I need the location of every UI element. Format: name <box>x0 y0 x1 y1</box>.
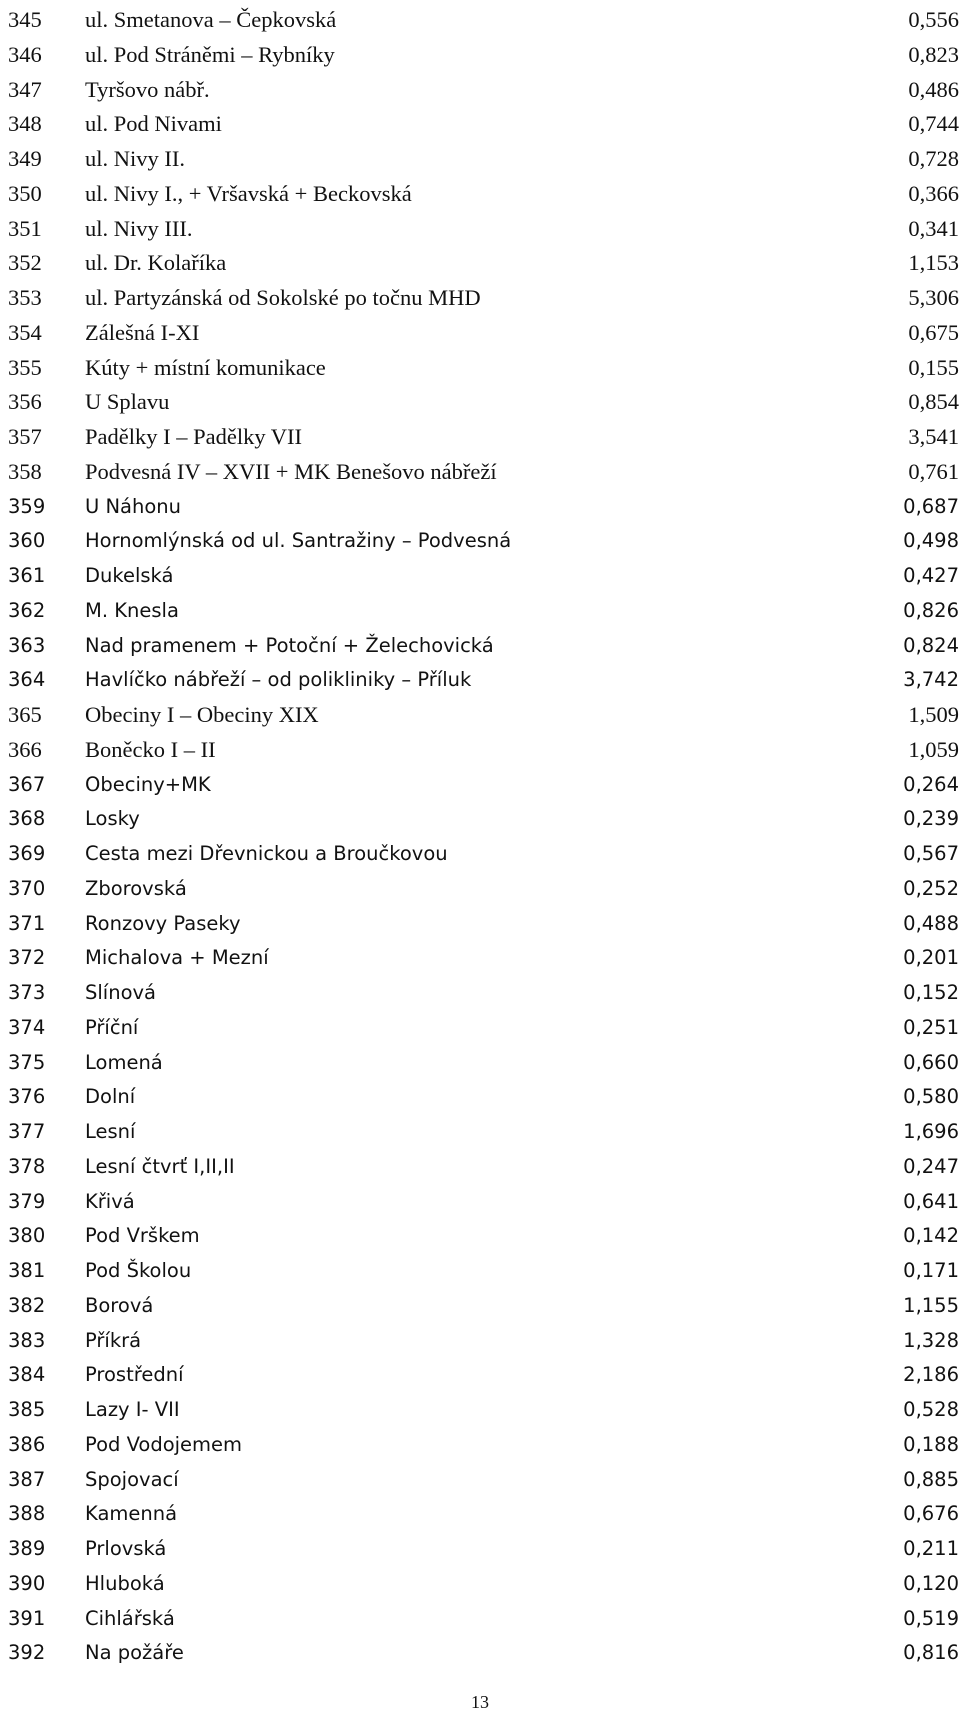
road-length-value: 0,728 <box>908 146 959 171</box>
road-name: ul. Nivy II. <box>85 146 185 171</box>
row-number: 369 <box>8 842 46 865</box>
road-name: Obeciny+MK <box>85 772 211 796</box>
table-row <box>0 1289 960 1324</box>
road-name: Zálešná I-XI <box>85 319 200 345</box>
table-row <box>0 38 960 73</box>
table-row <box>0 316 960 351</box>
road-name: ul. Partyzánská od Sokolské po točnu MHD <box>85 285 481 310</box>
road-name: Prostřední <box>85 1363 184 1387</box>
road-length-value: 1,696 <box>903 1120 959 1143</box>
row-number: 362 <box>8 598 46 622</box>
road-length-value: 0,264 <box>903 772 959 796</box>
road-length-value: 0,486 <box>908 76 959 102</box>
table-row <box>0 351 960 386</box>
row-number: 388 <box>8 1502 46 1526</box>
road-length-value: 0,761 <box>908 458 959 484</box>
table-row <box>0 872 960 907</box>
road-name: Obeciny I – Obeciny XIX <box>85 702 319 727</box>
table-row <box>0 1185 960 1220</box>
road-name: Hluboká <box>85 1571 165 1595</box>
row-number: 386 <box>8 1432 46 1456</box>
road-length-value: 0,188 <box>903 1432 959 1456</box>
row-number: 351 <box>8 215 42 241</box>
road-name: Lesní čtvrť I,II,II <box>85 1154 235 1178</box>
table-row <box>0 907 960 942</box>
road-name: Slínová <box>85 981 156 1004</box>
road-length-value: 0,660 <box>903 1050 959 1074</box>
road-name: Boněcko I – II <box>85 736 216 762</box>
row-number: 361 <box>8 564 46 587</box>
road-name: Křivá <box>85 1189 135 1213</box>
road-length-value: 0,885 <box>903 1467 959 1491</box>
row-number: 352 <box>8 250 42 276</box>
row-number: 391 <box>8 1606 46 1630</box>
table-row <box>0 212 960 247</box>
road-name: U Splavu <box>85 389 170 415</box>
row-number: 373 <box>8 981 46 1004</box>
row-number: 364 <box>8 668 46 692</box>
table-row <box>0 698 960 733</box>
table-row <box>0 1636 960 1671</box>
road-length-value: 0,823 <box>908 41 959 67</box>
table-row <box>0 1532 960 1567</box>
road-name: Padělky I – Padělky VII <box>85 424 303 449</box>
page-number: 13 <box>471 1692 489 1712</box>
row-number: 384 <box>8 1363 46 1387</box>
row-number: 365 <box>8 702 42 727</box>
table-row <box>0 1358 960 1393</box>
row-number: 379 <box>8 1189 46 1213</box>
table-row <box>0 837 960 872</box>
table-row <box>0 490 960 525</box>
row-number: 377 <box>8 1120 46 1143</box>
road-name: Lomená <box>85 1050 163 1074</box>
road-length-value: 0,427 <box>903 564 959 587</box>
road-length-value: 1,328 <box>903 1328 959 1352</box>
road-length-value: 1,155 <box>903 1293 959 1317</box>
table-row <box>0 941 960 976</box>
road-length-value: 0,251 <box>903 1015 959 1039</box>
row-number: 347 <box>8 76 42 102</box>
road-length-value: 1,509 <box>908 702 959 727</box>
row-number: 380 <box>8 1224 46 1248</box>
table-row <box>0 1115 960 1150</box>
road-length-value: 0,120 <box>903 1571 959 1595</box>
table-row <box>0 1254 960 1289</box>
road-length-value: 0,676 <box>903 1502 959 1526</box>
road-length-value: 0,675 <box>908 319 959 345</box>
road-name: Pod Vrškem <box>85 1224 200 1248</box>
row-number: 383 <box>8 1328 46 1352</box>
table-row <box>0 559 960 594</box>
road-length-value: 0,498 <box>903 529 959 553</box>
road-name: Lesní <box>85 1120 136 1143</box>
row-number: 385 <box>8 1398 46 1421</box>
table-row <box>0 455 960 490</box>
road-name: ul. Pod Stráněmi – Rybníky <box>85 41 335 67</box>
road-name: Příční <box>85 1015 139 1039</box>
row-number: 389 <box>8 1537 46 1560</box>
row-number: 350 <box>8 180 42 206</box>
road-name: Michalova + Mezní <box>85 946 269 970</box>
row-number: 381 <box>8 1259 46 1282</box>
row-number: 353 <box>8 285 42 310</box>
row-number: 354 <box>8 319 42 345</box>
road-length-table <box>0 3 960 1671</box>
table-row <box>0 420 960 455</box>
road-name: Zborovská <box>85 876 187 900</box>
table-row <box>0 1150 960 1185</box>
row-number: 371 <box>8 911 46 935</box>
row-number: 392 <box>8 1641 46 1665</box>
table-row <box>0 733 960 768</box>
road-length-value: 0,142 <box>903 1224 959 1248</box>
road-name: Na požáře <box>85 1641 184 1665</box>
row-number: 363 <box>8 633 46 657</box>
road-length-value: 0,211 <box>903 1537 959 1560</box>
road-name: M. Knesla <box>85 598 179 622</box>
row-number: 346 <box>8 41 42 67</box>
table-row <box>0 1324 960 1359</box>
road-name: Ronzovy Paseky <box>85 911 241 935</box>
road-length-value: 3,541 <box>908 424 959 449</box>
table-row <box>0 1393 960 1428</box>
road-name: Losky <box>85 807 140 831</box>
table-row <box>0 1080 960 1115</box>
road-name: Kúty + místní komunikace <box>85 354 326 380</box>
road-length-value: 0,816 <box>903 1641 959 1665</box>
road-name: Příkrá <box>85 1328 142 1352</box>
road-length-value: 0,201 <box>903 946 959 970</box>
row-number: 359 <box>8 494 46 518</box>
road-length-value: 0,824 <box>903 633 959 657</box>
road-length-value: 0,567 <box>903 842 959 865</box>
row-number: 367 <box>8 772 46 796</box>
table-row <box>0 1463 960 1498</box>
road-length-value: 0,171 <box>903 1259 959 1282</box>
table-row <box>0 629 960 664</box>
table-row <box>0 73 960 108</box>
road-length-value: 1,153 <box>908 250 959 276</box>
road-length-value: 2,186 <box>903 1363 959 1387</box>
road-length-value: 3,742 <box>903 668 959 692</box>
table-row <box>0 1046 960 1081</box>
road-name: Pod Školou <box>85 1259 192 1282</box>
road-name: Tyršovo nábř. <box>85 76 210 102</box>
row-number: 382 <box>8 1293 46 1317</box>
road-name: Dolní <box>85 1085 136 1109</box>
row-number: 356 <box>8 389 42 415</box>
table-row <box>0 107 960 142</box>
road-name: ul. Dr. Kolaříka <box>85 250 227 276</box>
row-number: 390 <box>8 1571 46 1595</box>
table-row <box>0 385 960 420</box>
road-length-value: 0,687 <box>903 494 959 518</box>
road-length-value: 0,519 <box>903 1606 959 1630</box>
road-length-value: 5,306 <box>908 285 959 310</box>
table-row <box>0 246 960 281</box>
row-number: 360 <box>8 529 46 553</box>
row-number: 387 <box>8 1467 46 1491</box>
road-name: Cihlářská <box>85 1606 175 1630</box>
table-row <box>0 142 960 177</box>
road-name: Nad pramenem + Potoční + Želechovická <box>85 633 494 657</box>
row-number: 372 <box>8 946 46 970</box>
road-name: Lazy I- VII <box>85 1398 180 1421</box>
road-name: ul. Pod Nivami <box>85 111 222 137</box>
road-length-value: 1,059 <box>908 736 959 762</box>
table-row <box>0 663 960 698</box>
row-number: 370 <box>8 876 46 900</box>
road-length-value: 0,155 <box>908 354 959 380</box>
table-row <box>0 3 960 38</box>
table-row <box>0 177 960 212</box>
road-length-value: 0,152 <box>903 981 959 1004</box>
road-length-value: 0,341 <box>908 215 959 241</box>
road-name: U Náhonu <box>85 494 182 518</box>
table-row <box>0 1428 960 1463</box>
table-row <box>0 524 960 559</box>
row-number: 355 <box>8 354 42 380</box>
road-length-value: 0,854 <box>908 389 959 415</box>
row-number: 366 <box>8 736 42 762</box>
row-number: 349 <box>8 146 42 171</box>
row-number: 368 <box>8 807 46 831</box>
row-number: 357 <box>8 424 42 449</box>
road-name: Borová <box>85 1293 154 1317</box>
table-row <box>0 1219 960 1254</box>
road-length-value: 0,744 <box>908 111 959 137</box>
table-row <box>0 1602 960 1637</box>
row-number: 378 <box>8 1154 46 1178</box>
road-name: Hornomlýnská od ul. Santražiny – Podvesná <box>85 529 512 553</box>
road-length-value: 0,239 <box>903 807 959 831</box>
road-name: Pod Vodojemem <box>85 1432 243 1456</box>
table-row <box>0 768 960 803</box>
road-name: Podvesná IV – XVII + MK Benešovo nábřeží <box>85 458 497 484</box>
road-length-value: 0,366 <box>908 180 959 206</box>
row-number: 374 <box>8 1015 46 1039</box>
table-row <box>0 1567 960 1602</box>
table-row <box>0 281 960 316</box>
table-row <box>0 1497 960 1532</box>
table-row <box>0 594 960 629</box>
road-length-value: 0,488 <box>903 911 959 935</box>
road-length-value: 0,641 <box>903 1189 959 1213</box>
road-length-value: 0,247 <box>903 1154 959 1178</box>
road-name: Kamenná <box>85 1502 178 1526</box>
road-length-value: 0,826 <box>903 598 959 622</box>
road-name: ul. Nivy III. <box>85 215 193 241</box>
row-number: 348 <box>8 111 42 137</box>
road-length-value: 0,580 <box>903 1085 959 1109</box>
road-name: Spojovací <box>85 1467 179 1491</box>
row-number: 358 <box>8 458 42 484</box>
table-row <box>0 1011 960 1046</box>
road-name: Prlovská <box>85 1537 167 1560</box>
road-name: ul. Smetanova – Čepkovská <box>85 7 337 32</box>
road-length-value: 0,556 <box>908 7 959 32</box>
row-number: 345 <box>8 7 42 32</box>
table-row <box>0 802 960 837</box>
road-name: Cesta mezi Dřevnickou a Broučkovou <box>85 842 448 865</box>
row-number: 376 <box>8 1085 46 1109</box>
road-name: Havlíčko nábřeží – od polikliniky – Příluk <box>85 668 472 692</box>
road-length-value: 0,252 <box>903 876 959 900</box>
row-number: 375 <box>8 1050 46 1074</box>
road-length-value: 0,528 <box>903 1398 959 1421</box>
table-row <box>0 976 960 1011</box>
road-name: ul. Nivy I., + Vršavská + Beckovská <box>85 180 412 206</box>
road-name: Dukelská <box>85 564 174 587</box>
